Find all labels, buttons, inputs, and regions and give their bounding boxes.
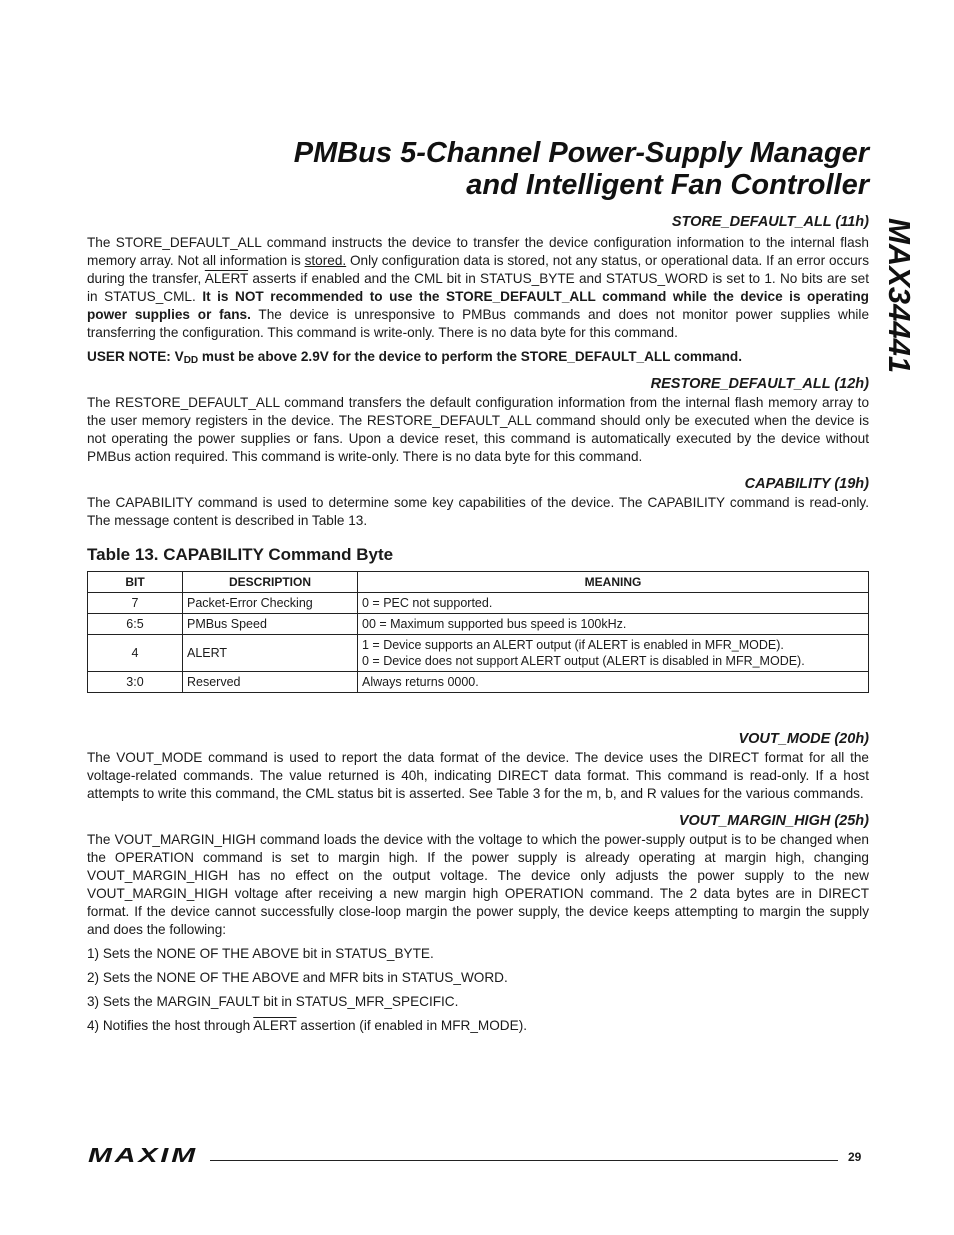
text-span: stored. [304,253,347,268]
title-line-1: PMBus 5-Channel Power-Supply Manager [293,137,869,169]
text-span: must be above 2.9V for the device to perform the STORE_DEFAULT_ALL command. [198,349,743,364]
header-meaning: MEANING [358,572,869,593]
user-note [87,348,869,370]
list-item: 3) Sets the MARGIN_FAULT bit in STATUS_MFR_SPECIFIC. [87,994,459,1009]
alert-signal-overline: ALERT [253,1018,297,1033]
page-title [150,137,869,201]
table-13-title: Table 13. CAPABILITY Command Byte [87,545,394,564]
part-number-side-label [881,218,921,398]
text-span: 4) Notifies the host through [87,1018,254,1033]
restore-default-all-paragraph: The RESTORE_DEFAULT_ALL command transfers the default configuration information from the internal flash memory array to the user memory registers in the device. The RESTORE_DEFAULT_ALL command should only be executed when the device is not operating the power supplies or fans. Upon a device reset, this command is automatically executed by the device without PMBus action required. This command is write-only. There is no data byte for this command. [87,395,869,464]
cell-description: PMBus Speed [183,614,358,635]
text-span: asserts if enabled and the CML bit in STATUS_BYTE and STATUS_WORD is set to 1. No bits are set in STATUS_CML. [87,271,869,304]
text-span: assertion (if enabled in MFR_MODE). [296,1018,527,1033]
heading-restore-default-all: RESTORE_DEFAULT_ALL (12h) [650,376,869,392]
title-line-2: and Intelligent Fan Controller [466,169,869,201]
cell-bit: 6:5 [88,614,183,635]
list-item [87,1017,869,1035]
meaning-line-2: 0 = Device does not support ALERT output (ALERT is disabled in MFR_MODE). [362,654,805,668]
heading-vout-margin-high: VOUT_MARGIN_HIGH (25h) [678,813,869,829]
bold-warning: It is NOT recommended to use the STORE_DEFAULT_ALL command while the device is operating power supplies or fans. [87,289,869,322]
list-item: 2) Sets the NONE OF THE ABOVE and MFR bits in STATUS_WORD. [87,970,508,985]
table-row [88,672,869,693]
list-item: 1) Sets the NONE OF THE ABOVE bit in STATUS_BYTE. [87,946,434,961]
capability-table [87,571,869,693]
capability-paragraph: The CAPABILITY command is used to determine some key capabilities of the device. The CAPABILITY command is read-only. The message content is described in Table 13. [87,495,869,528]
heading-store-default-all: STORE_DEFAULT_ALL (11h) [671,214,869,230]
cell-meaning: Always returns 0000. [358,672,869,693]
cell-description: Reserved [183,672,358,693]
meaning-line-1: 1 = Device supports an ALERT output (if ALERT is enabled in MFR_MODE). [362,638,784,652]
main-content [87,212,869,1035]
table-header-row [88,572,869,593]
cell-description: Packet-Error Checking [183,593,358,614]
header-description: DESCRIPTION [183,572,358,593]
cell-bit: 3:0 [88,672,183,693]
cell-bit: 4 [88,635,183,672]
table-row [88,593,869,614]
table-row [88,614,869,635]
vout-margin-high-paragraph: The VOUT_MARGIN_HIGH command loads the device with the voltage to which the power-supply output is to be changed when the OPERATION command is set to margin high. If the power supply is already operating at margin high, changing VOUT_MARGIN_HIGH has no effect on the output voltage. The device only adjusts the power supply to the new VOUT_MARGIN_HIGH voltage after receiving a new margin high OPERATION command. The 2 data bytes are in DIRECT format. If the device cannot successfully close-loop margin the power supply, the device keeps attempting to margin the supply and does the following: [87,832,869,937]
cell-bit: 7 [88,593,183,614]
alert-signal-overline: ALERT [204,271,249,286]
heading-vout-mode: VOUT_MODE (20h) [738,731,869,747]
text-span: The STORE_DEFAULT_ALL command instructs the device to transfer the device configuration information to the internal flash memory array. Not all information is [87,235,869,268]
footer-rule [210,1160,838,1161]
heading-capability: CAPABILITY (19h) [744,476,869,492]
vout-mode-paragraph: The VOUT_MODE command is used to report the data format of the device. The device uses the DIRECT format for all the voltage-related commands. The value returned is 40h, indicating DIRECT data format. This command is read-only. If a host attempts to write this command, the CML status bit is asserted. See Table 3 for the m, b, and R values for the various commands. [87,750,869,801]
cell-meaning: 00 = Maximum supported bus speed is 100kHz. [358,614,869,635]
text-span: USER NOTE: V [87,349,184,364]
cell-meaning: 0 = PEC not supported. [358,593,869,614]
cell-meaning [358,635,869,672]
text-span: The device is unresponsive to PMBus commands and does not monitor power supplies while transferring the configuration. This command is write-only. There is no data byte for this command. [87,307,869,340]
text-span: Only configuration data is stored, not any status, or operational data. If an error occurs during the transfer, [87,253,869,286]
cell-description: ALERT [183,635,358,672]
part-number: MAX34441 [882,218,917,374]
store-default-all-paragraph [87,234,869,342]
page-number: 29 [848,1150,862,1164]
maxim-logo [88,1146,200,1169]
header-bit: BIT [88,572,183,593]
subscript: DD [183,355,199,366]
table-row [88,635,869,672]
maxim-logo-text: MAXIM [88,1146,198,1164]
